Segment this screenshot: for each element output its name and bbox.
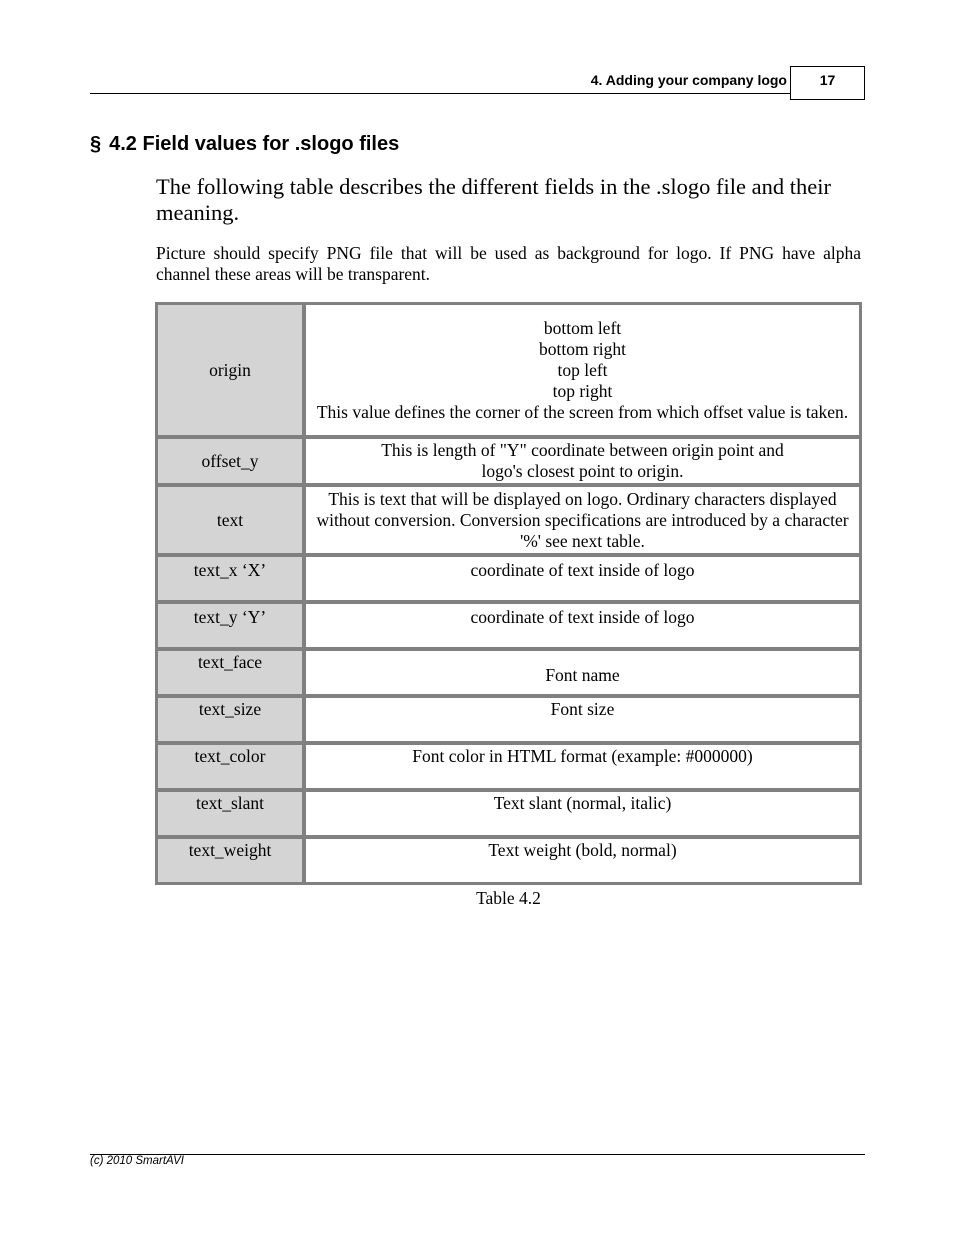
table-row [156,649,861,696]
table-caption: Table 4.2 [476,888,541,908]
section-heading-text: 4.2 Field values for .slogo files [109,133,400,155]
field-value-cell [304,790,861,837]
table-row [156,696,861,743]
value-line: Font name [545,665,620,685]
field-name-cell: text_y ‘Y’ [156,602,304,649]
value-line: coordinate of text inside of logo [470,607,695,627]
section-symbol: § [90,133,102,155]
intro-text: The following table describes the different fields in the .slogo file and their meaning. [156,174,832,225]
table-row [156,790,861,837]
value-line: Font size [550,699,615,719]
field-value-cell [304,696,861,743]
field-name-cell: text [156,485,304,555]
value-line: coordinate of text inside of logo [470,560,695,580]
table-row [156,437,861,485]
fields-table [155,302,862,885]
value-line: bottom left [543,317,622,338]
page-number: 17 [790,66,865,100]
value-line: top left [557,359,608,380]
field-name-cell: text_size [156,696,304,743]
field-value-cell [304,743,861,790]
field-name-cell: text_color [156,743,304,790]
value-line: Font color in HTML format (example: #000000) [412,746,753,766]
field-value-cell [304,649,861,696]
value-line: top right [552,380,613,401]
footer-copyright: (c) 2010 SmartAVI [90,1155,184,1167]
table-row [156,485,861,555]
value-line: bottom right [538,338,626,359]
table-row [156,555,861,602]
field-value-cell [304,437,861,485]
table-row [156,743,861,790]
value-line: This value defines the corner of the screen from which offset value is taken. [316,401,849,422]
field-value-cell [304,485,861,555]
table-row [156,303,861,437]
description-paragraph: Picture should specify PNG file that will be used as background for logo. If PNG have alpha channel these areas will be transparent. [156,243,861,284]
header-rule [90,93,790,94]
value-line: Text weight (bold, normal) [488,840,677,860]
footer-rule [90,1154,865,1155]
field-name-cell: origin [156,303,304,437]
section-heading [90,133,399,156]
field-value-cell [304,303,861,437]
field-value-cell [304,602,861,649]
table-row [156,837,861,884]
value-line: logo's closest point to origin. [481,461,684,481]
field-name-cell: text_face [156,649,304,696]
table-row [156,602,861,649]
field-name-cell: offset_y [156,437,304,485]
value-line: This is text that will be displayed on logo. Ordinary characters displayed without conversion. Conversion specifications are introduced by a character '%' see next table. [316,488,849,551]
field-name-cell: text_weight [156,837,304,884]
field-name-cell: text_x ‘X’ [156,555,304,602]
field-value-cell [304,837,861,884]
field-name-cell: text_slant [156,790,304,837]
field-value-cell [304,555,861,602]
value-line: This is length of "Y" coordinate between origin point and [381,440,784,460]
chapter-title: 4. Adding your company logo [590,72,787,88]
value-line: Text slant (normal, italic) [493,793,672,813]
